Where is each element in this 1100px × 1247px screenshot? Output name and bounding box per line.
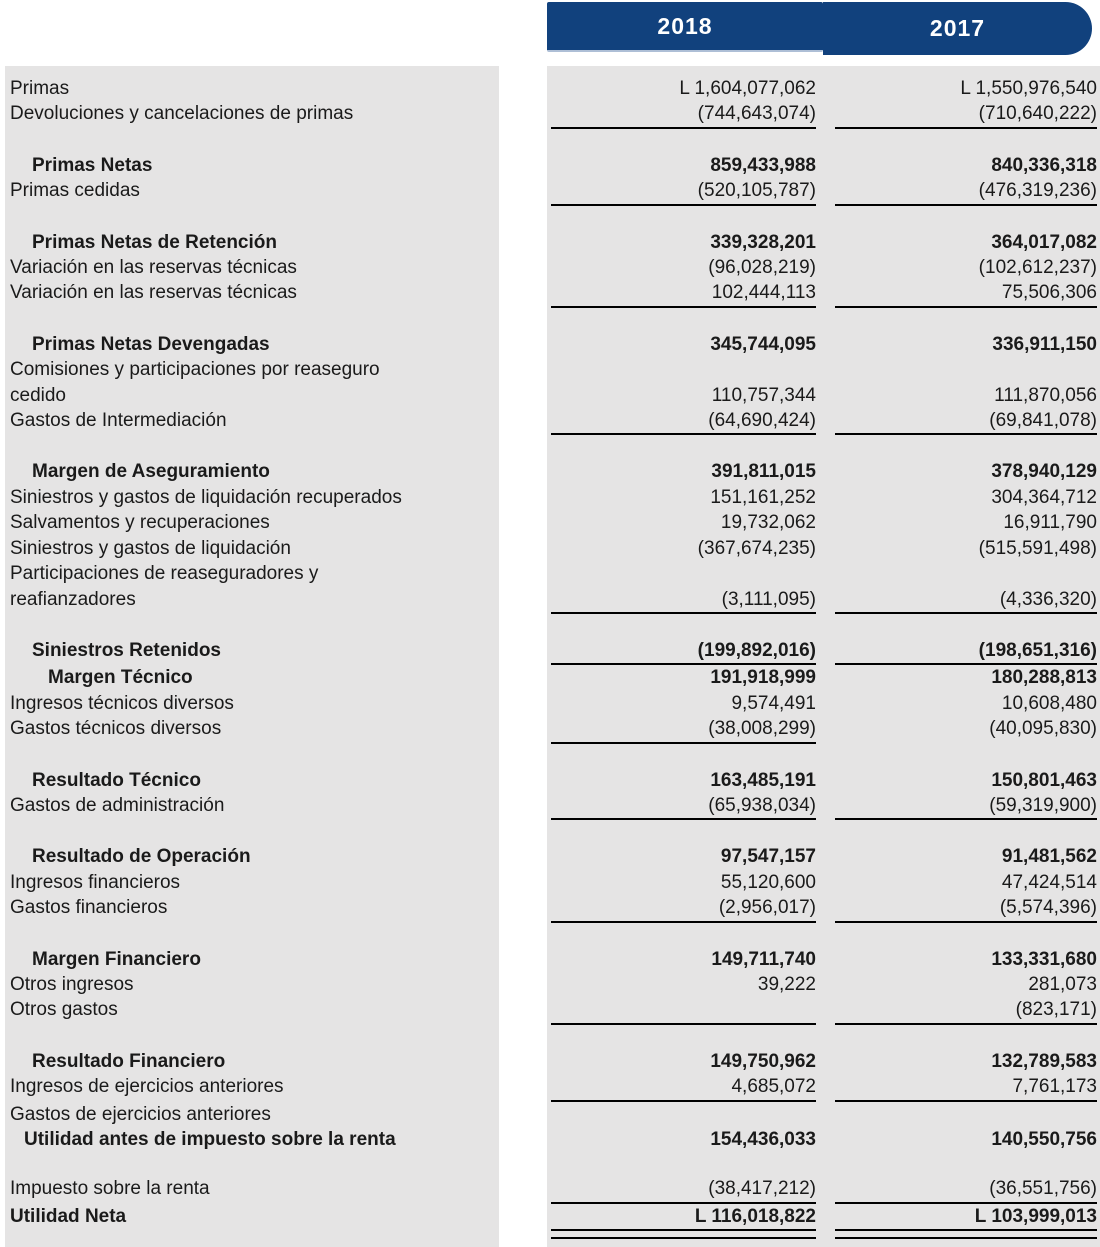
column-gap: [816, 768, 835, 793]
value-2017: 47,424,514: [1001, 871, 1097, 893]
row-label: Gastos de ejercicios anteriores: [10, 1103, 271, 1125]
value-2018: [551, 357, 816, 382]
statement-row: [0, 357, 1100, 382]
row-label: Ingresos de ejercicios anteriores: [10, 1076, 284, 1098]
statement-row: [0, 536, 1100, 561]
value-2018: [551, 1102, 816, 1127]
row-label: Resultado Técnico: [32, 769, 201, 791]
value-2017: 180,288,813: [991, 667, 1097, 689]
column-gap: [816, 1204, 835, 1231]
row-label: Participaciones de reaseguradores y: [10, 563, 319, 585]
statement-row: [0, 691, 1100, 716]
value-2017: (4,336,320): [835, 587, 1097, 614]
value-2018: 97,547,157: [720, 846, 816, 868]
statement-row: [0, 870, 1100, 895]
value-2018: [551, 997, 816, 1024]
value-2017: (198,651,316): [835, 638, 1097, 665]
value-2018: 191,918,999: [710, 667, 816, 689]
rule-gap: [816, 1237, 835, 1241]
value-2018: 154,436,033: [710, 1129, 816, 1150]
column-header-2017: [823, 2, 1092, 55]
column-gap: [816, 383, 835, 408]
statement-row: [0, 844, 1100, 869]
row-label: Otros ingresos: [10, 973, 134, 995]
value-2017: (515,591,498): [978, 537, 1097, 559]
row-label: Primas Netas Devengadas: [32, 333, 270, 355]
value-2018: (38,008,299): [551, 716, 816, 743]
column-gap: [816, 510, 835, 535]
column-gap: [816, 332, 835, 357]
statement-row: [0, 1049, 1100, 1074]
statement-row: [0, 1102, 1100, 1127]
income-statement-table: [0, 76, 1100, 1241]
statement-row: [0, 1127, 1100, 1152]
row-label: reafianzadores: [10, 588, 136, 610]
value-2017: [835, 561, 1097, 586]
value-2017: (823,171): [835, 997, 1097, 1024]
year-2017-label: 2017: [929, 15, 986, 41]
rule-2018: [551, 1237, 816, 1241]
value-2017: (40,095,830): [989, 718, 1097, 740]
row-label: Resultado de Operación: [32, 846, 251, 868]
statement-row: [0, 280, 1100, 307]
value-2018: (65,938,034): [551, 793, 816, 820]
column-gap: [816, 561, 835, 586]
statement-row: [0, 587, 1100, 614]
value-2017: L 1,550,976,540: [960, 78, 1097, 99]
column-header-2018: [547, 2, 823, 52]
statement-row: [0, 230, 1100, 255]
value-2017: [835, 357, 1097, 382]
year-2018-label: 2018: [657, 12, 713, 39]
statement-row: [0, 768, 1100, 793]
statement-row: [0, 1204, 1100, 1231]
value-2018: (2,956,017): [551, 895, 816, 922]
statement-row: [0, 255, 1100, 280]
row-label: Ingresos financieros: [10, 871, 181, 893]
column-gap: [816, 793, 835, 820]
statement-row: [0, 895, 1100, 922]
value-2017: (5,574,396): [835, 895, 1097, 922]
column-gap: [816, 870, 835, 895]
value-2018: 151,161,252: [710, 486, 816, 508]
value-2017: 133,331,680: [991, 948, 1097, 970]
value-2017: 150,801,463: [991, 769, 1097, 791]
value-2017: (710,640,222): [835, 101, 1097, 128]
value-2018: 102,444,113: [551, 280, 816, 307]
column-gap: [816, 638, 835, 665]
row-label: Primas: [10, 78, 70, 99]
value-2018: 39,222: [757, 973, 816, 995]
statement-row: [0, 793, 1100, 820]
value-2018: 149,711,740: [711, 948, 816, 970]
row-label: Primas cedidas: [10, 180, 140, 202]
row-label: Ingresos técnicos diversos: [10, 692, 234, 714]
value-2018: L 1,604,077,062: [679, 78, 816, 99]
value-2018: (64,690,424): [551, 408, 816, 435]
column-gap: [816, 716, 835, 743]
value-2017: 840,336,318: [991, 154, 1097, 176]
statement-row: [0, 459, 1100, 484]
statement-row: [0, 716, 1100, 743]
value-2017: 132,789,583: [991, 1050, 1097, 1072]
value-2018: 4,685,072: [551, 1074, 816, 1101]
column-gap: [816, 1074, 835, 1101]
row-label: Devoluciones y cancelaciones de primas: [10, 103, 354, 125]
total-double-rule: [0, 1237, 1100, 1241]
value-2018: 339,328,201: [710, 231, 816, 253]
value-2017: 364,017,082: [991, 231, 1097, 253]
row-label: Variación en las reservas técnicas: [10, 257, 297, 279]
statement-row: [0, 972, 1100, 997]
column-gap: [816, 357, 835, 382]
row-label: Siniestros y gastos de liquidación: [10, 537, 291, 559]
value-2018: 345,744,095: [710, 333, 816, 355]
value-2017: (69,841,078): [835, 408, 1097, 435]
value-2018: (38,417,212): [551, 1176, 816, 1203]
statement-row: [0, 76, 1100, 101]
column-gap: [816, 1049, 835, 1074]
value-2017: 111,870,056: [994, 384, 1097, 406]
statement-row: [0, 408, 1100, 435]
column-gap: [816, 997, 835, 1024]
column-gap: [816, 230, 835, 255]
value-2018: 19,732,062: [720, 512, 816, 534]
value-2018: (744,643,074): [551, 101, 816, 128]
statement-row: [0, 947, 1100, 972]
row-label: Resultado Financiero: [32, 1050, 226, 1072]
column-gap: [816, 178, 835, 205]
row-label: Gastos técnicos diversos: [10, 718, 222, 740]
column-gap: [816, 280, 835, 307]
row-label: cedido: [10, 384, 66, 406]
value-2017: (102,612,237): [978, 257, 1097, 279]
value-2017: 7,761,173: [835, 1074, 1097, 1101]
row-label: Gastos financieros: [10, 897, 168, 919]
column-gap: [816, 153, 835, 178]
column-gap: [816, 947, 835, 972]
row-label: Otros gastos: [10, 999, 118, 1021]
value-2017: 336,911,150: [992, 333, 1097, 355]
value-2017: 10,608,480: [1001, 692, 1097, 714]
row-label: Utilidad antes de impuesto sobre la renta: [24, 1129, 396, 1150]
value-2017: (59,319,900): [835, 793, 1097, 820]
value-2017: 16,911,790: [1003, 512, 1097, 534]
rule-spacer: [0, 1237, 551, 1241]
value-2018: [551, 561, 816, 586]
row-label: Primas Netas de Retención: [32, 231, 277, 253]
value-2018: 55,120,600: [720, 871, 816, 893]
value-2017: 75,506,306: [835, 280, 1097, 307]
column-gap: [816, 536, 835, 561]
column-gap: [816, 895, 835, 922]
value-2018: (96,028,219): [708, 257, 816, 279]
value-2018: 163,485,191: [710, 769, 816, 791]
column-gap: [816, 1102, 835, 1127]
column-gap: [816, 255, 835, 280]
column-gap: [816, 691, 835, 716]
row-label: Utilidad Neta: [10, 1205, 127, 1227]
column-gap: [816, 459, 835, 484]
value-2018: 110,757,344: [711, 384, 816, 406]
statement-row: [0, 561, 1100, 586]
value-2017: [835, 1102, 1097, 1127]
statement-row: [0, 1074, 1100, 1101]
column-gap: [816, 972, 835, 997]
statement-row: [0, 510, 1100, 535]
statement-row: [0, 1176, 1100, 1203]
statement-row: [0, 638, 1100, 665]
row-label: Margen Técnico: [48, 667, 193, 689]
value-2018: (199,892,016): [551, 638, 816, 665]
value-2018: 391,811,015: [711, 461, 816, 483]
statement-row: [0, 485, 1100, 510]
value-2018: L 116,018,822: [551, 1204, 816, 1231]
statement-row: [0, 101, 1100, 128]
value-2018: (520,105,787): [551, 178, 816, 205]
statement-row: [0, 997, 1100, 1024]
column-gap: [816, 485, 835, 510]
column-gap: [816, 1127, 835, 1152]
column-gap: [816, 101, 835, 128]
column-gap: [816, 408, 835, 435]
rule-2017: [835, 1237, 1097, 1241]
value-2018: (3,111,095): [551, 587, 816, 614]
statement-row: [0, 383, 1100, 408]
row-label: Gastos de administración: [10, 794, 225, 816]
row-label: Margen de Aseguramiento: [32, 461, 270, 483]
statement-row: [0, 665, 1100, 690]
value-2018: 859,433,988: [710, 154, 816, 176]
value-2017: 378,940,129: [991, 461, 1097, 483]
statement-row: [0, 153, 1100, 178]
value-2017: (36,551,756): [835, 1176, 1097, 1203]
row-label: Siniestros y gastos de liquidación recuperados: [10, 486, 402, 508]
row-label: Comisiones y participaciones por reaseguro: [10, 359, 380, 381]
column-gap: [816, 665, 835, 690]
value-2017: 304,364,712: [991, 486, 1097, 508]
row-label: Siniestros Retenidos: [32, 639, 221, 661]
column-gap: [816, 76, 835, 101]
column-gap: [816, 1176, 835, 1203]
value-2017: L 103,999,013: [835, 1204, 1097, 1231]
row-label: Variación en las reservas técnicas: [10, 282, 297, 304]
column-gap: [816, 587, 835, 614]
row-label: Impuesto sobre la renta: [10, 1178, 210, 1200]
row-label: Salvamentos y recuperaciones: [10, 512, 270, 534]
value-2018: (367,674,235): [697, 537, 816, 559]
value-2018: 9,574,491: [731, 692, 816, 714]
value-2017: (476,319,236): [835, 178, 1097, 205]
statement-row: [0, 332, 1100, 357]
row-label: Primas Netas: [32, 154, 153, 176]
value-2017: 281,073: [1028, 973, 1097, 995]
statement-row: [0, 178, 1100, 205]
value-2017: 91,481,562: [1001, 846, 1097, 868]
value-2018: 149,750,962: [710, 1050, 816, 1072]
row-label: Margen Financiero: [32, 948, 201, 970]
row-label: Gastos de Intermediación: [10, 410, 227, 432]
column-gap: [816, 844, 835, 869]
value-2017: 140,550,756: [991, 1129, 1097, 1150]
